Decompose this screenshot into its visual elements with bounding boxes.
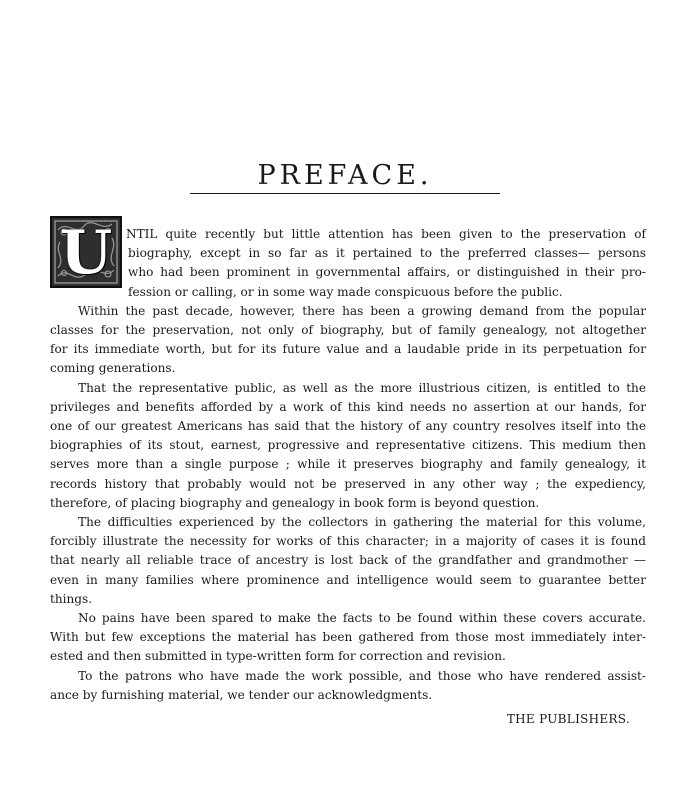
text-line: No pains have been spared to make the facts to be found within these covers accurate. bbox=[78, 611, 646, 625]
text-line: that nearly all reliable trace of ancestry is lost back of the grandfather and grandmother — bbox=[50, 553, 646, 568]
text-line: ance by furnishing material, we tender our acknowledgments. bbox=[50, 687, 433, 702]
text-line: who had been prominent in governmental affairs, or distinguished in their pro- bbox=[128, 265, 646, 280]
text-line: Within the past decade, however, there has been a growing demand from the popular bbox=[78, 303, 646, 318]
text-line: coming generations. bbox=[50, 361, 176, 376]
text-line: privileges and benefits afforded by a work of this kind needs no assertion at our hands, for bbox=[50, 399, 646, 414]
text-line: The difficulties experienced by the collectors in gathering the material for this volume, bbox=[78, 515, 646, 529]
text-line: classes for the preservation, not only of biography, but of family genealogy, not altogether bbox=[50, 323, 646, 337]
page-title: PREFACE. bbox=[257, 160, 433, 191]
text-line: fession or calling, or in some way made conspicuous before the public. bbox=[128, 284, 563, 299]
text-line: forcibly illustrate the necessity for works of this character; in a majority of cases it is found bbox=[50, 534, 646, 549]
title-underline bbox=[190, 193, 500, 194]
text-line: things. bbox=[50, 591, 93, 606]
drop-cap-letter: U bbox=[59, 218, 113, 288]
text-line: therefore, of placing biography and genealogy in book form is beyond question. bbox=[50, 495, 540, 510]
text-line: ested and then submitted in type-written form for correction and revision. bbox=[50, 649, 506, 664]
text-line: biography, except in so far as it pertained to the preferred classes— persons bbox=[128, 246, 646, 261]
text-line: even in many families where prominence and intelligence would seem to guarantee better bbox=[50, 572, 646, 587]
text-line: NTIL quite recently but little attention has been given to the preservation of bbox=[126, 227, 646, 241]
signature: THE PUBLISHERS. bbox=[506, 712, 630, 726]
text-line: for its immediate worth, but for its future value and a laudable pride in its perpetuation for bbox=[50, 342, 646, 357]
text-line: To the patrons who have made the work possible, and those who have rendered assist- bbox=[78, 668, 646, 683]
text-line: records history that probably would not be preserved in any other way ; the expediency, bbox=[50, 476, 646, 491]
text-line: biographies of its stout, earnest, progressive and representative citizens. This medium then bbox=[50, 438, 646, 453]
text-line: one of our greatest Americans has said that the history of any country resolves itself into the bbox=[50, 419, 646, 433]
ornamental-drop-cap bbox=[50, 216, 122, 288]
text-line: serves more than a single purpose ; while it preserves biography and family genealogy, it bbox=[50, 457, 646, 472]
text-line: With but few exceptions the material has been gathered from those most immediately inter- bbox=[50, 630, 646, 645]
text-line: That the representative public, as well as the more illustrious citizen, is entitled to the bbox=[78, 380, 646, 395]
